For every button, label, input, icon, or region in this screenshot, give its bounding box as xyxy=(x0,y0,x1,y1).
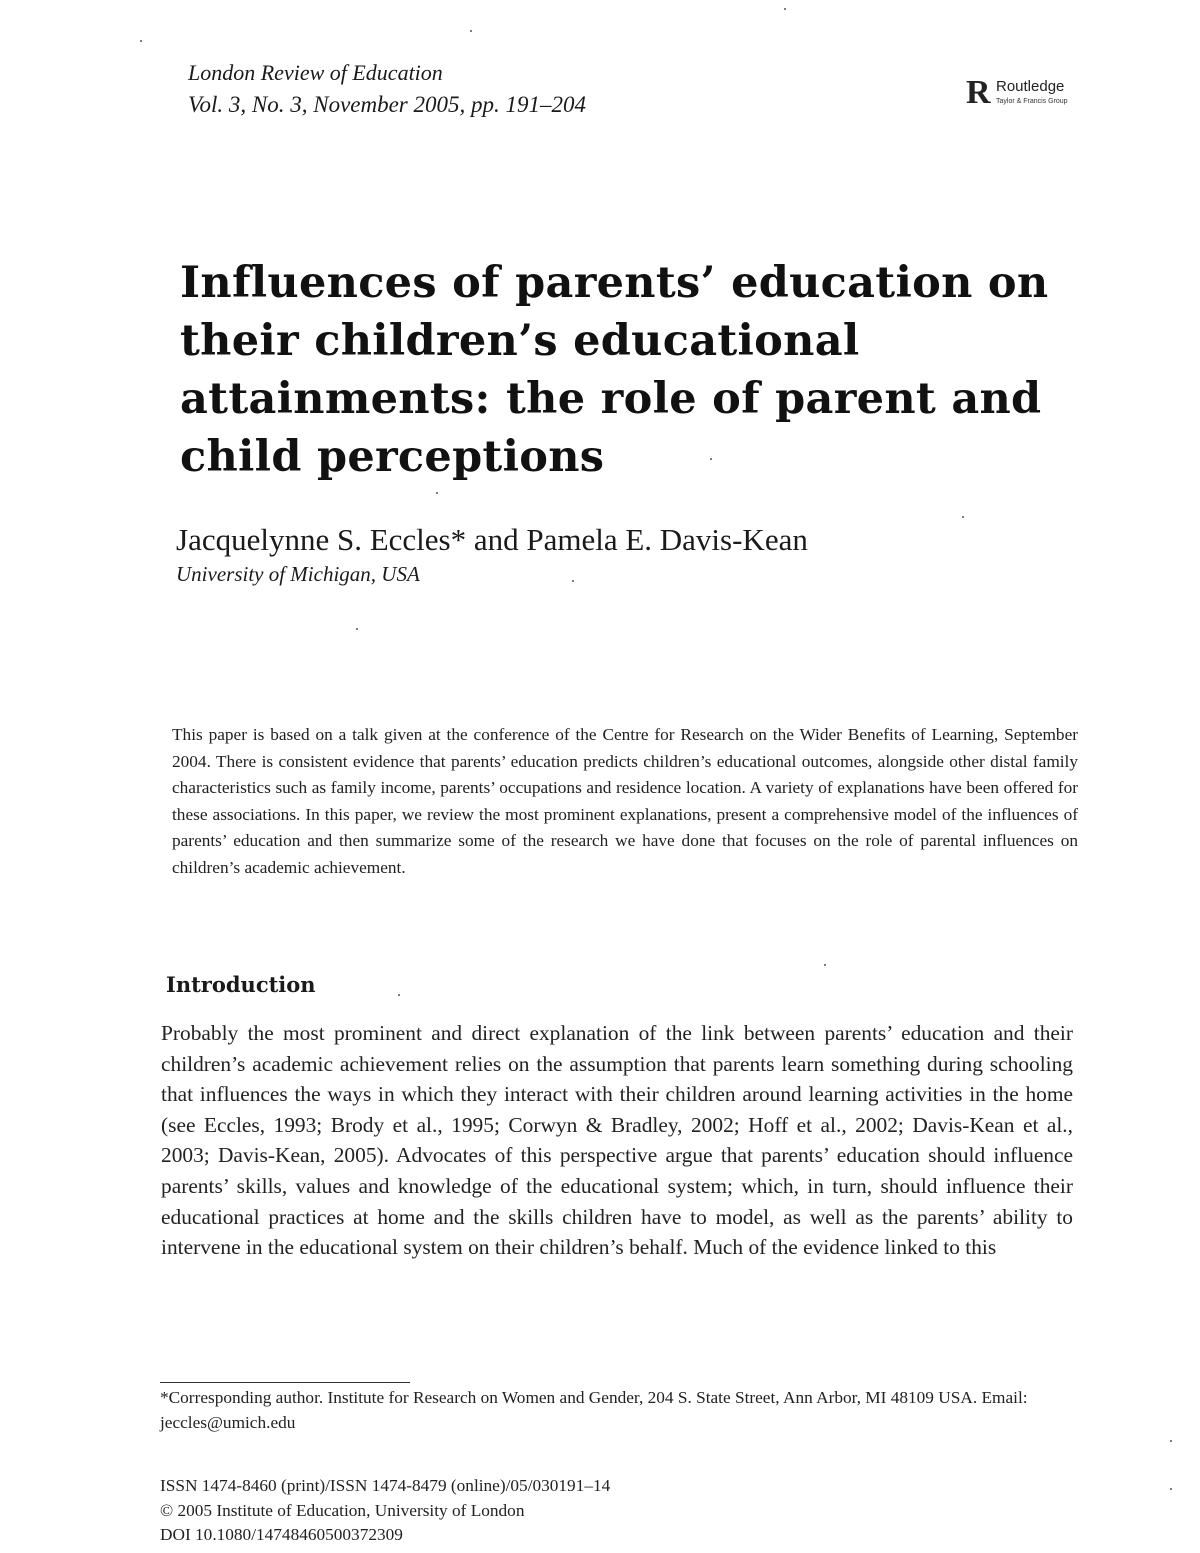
scan-speck xyxy=(398,994,400,996)
scan-speck xyxy=(356,628,358,630)
footnote-divider xyxy=(160,1382,410,1383)
author-affiliation: University of Michigan, USA xyxy=(176,562,420,586)
scan-speck xyxy=(572,580,574,582)
introduction-paragraph: Probably the most prominent and direct explanation of the link between parents’ education and their children’s academic achievement relies on the assumption that parents learn something during schooling that influences the ways in which they interact with their children around learning activities in the home (see Eccles, 1993; Brody et al., 1995; Corwyn & Bradley, 2002; Hoff et al., 2002; Davis-Kean et al., 2003; Davis-Kean, 2005). Advocates of this perspective argue that parents’ education should influence parents’ skills, values and knowledge of the educational system; which, in turn, should influence their educational practices at home and the skills children have to model, as well as the parents’ ability to intervene in the educational system on their children’s behalf. Much of the evidence linked to this xyxy=(161,1021,1073,1260)
publication-metadata xyxy=(160,1474,610,1548)
scan-speck xyxy=(140,40,142,42)
scan-speck xyxy=(784,8,786,10)
journal-volume-line: Vol. 3, No. 3, November 2005, pp. 191–204 xyxy=(188,92,587,117)
publisher-tagline: Taylor & Francis Group xyxy=(996,98,1068,105)
scan-speck xyxy=(436,492,438,494)
title-line: Influences of parents’ education on xyxy=(180,258,1049,308)
publisher-name: Routledge xyxy=(996,78,1065,95)
article-abstract: This paper is based on a talk given at the conference of the Centre for Research on the Wider Benefits of Learning, September 2004. There is consistent evidence that parents’ education predicts children’s educational outcomes, alongside other distal family characteristics such as family income, parents’ occupations and residence location. A variety of explanations have been offered for these associations. In this paper, we review the most prominent explanations, present a comprehensive model of the influences of parents’ education and then summarize some of the research we have done that focuses on the role of parental influences on children’s academic achievement. xyxy=(172,725,1078,877)
copyright-line: © 2005 Institute of Education, University of London xyxy=(160,1500,525,1520)
scan-speck xyxy=(824,964,826,966)
scan-speck xyxy=(1170,1440,1172,1442)
journal-name: London Review of Education xyxy=(188,60,443,85)
title-line: child perceptions xyxy=(180,432,605,482)
title-line: attainments: the role of parent and xyxy=(180,374,1042,424)
scan-speck xyxy=(710,458,712,460)
corresponding-author-footnote: *Corresponding author. Institute for Research on Women and Gender, 204 S. State Street, Ann Arbor, MI 48109 USA. Email: jeccles@umich.edu xyxy=(160,1388,1028,1432)
scan-speck xyxy=(1170,1488,1172,1490)
publisher-logo xyxy=(966,76,1106,116)
article-title xyxy=(180,254,1049,486)
routledge-logo-mark: R xyxy=(966,74,991,111)
scan-speck xyxy=(470,30,472,32)
scan-speck xyxy=(962,516,964,518)
title-line: their children’s educational xyxy=(180,316,860,366)
section-heading-introduction: Introduction xyxy=(166,972,316,997)
article-authors: Jacquelynne S. Eccles* and Pamela E. Davis-Kean xyxy=(176,522,808,557)
doi-line: DOI 10.1080/14748460500372309 xyxy=(160,1525,403,1544)
issn-line: ISSN 1474-8460 (print)/ISSN 1474-8479 (online)/05/030191–14 xyxy=(160,1476,611,1495)
